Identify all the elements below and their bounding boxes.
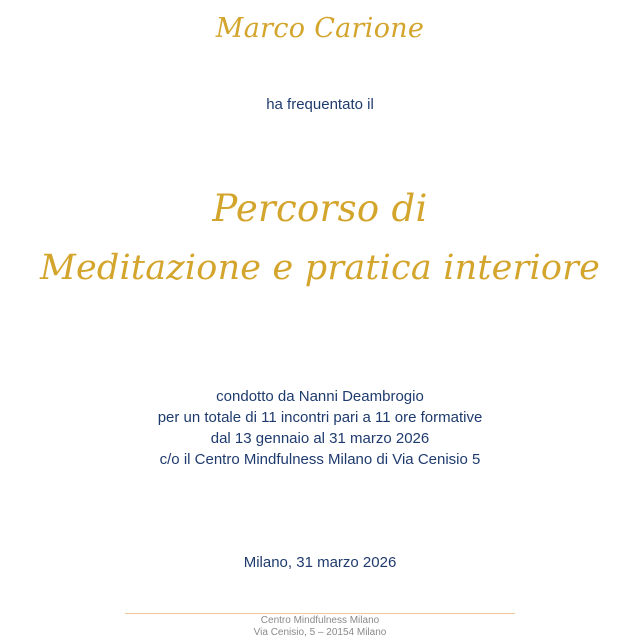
- footer-address: Via Cenisio, 5 – 20154 Milano: [253, 627, 387, 638]
- details-location: c/o il Centro Mindfulness Milano di Via Cenisio 5: [159, 451, 481, 468]
- recipient-name: Marco Carione: [215, 13, 425, 44]
- course-details: [0, 386, 640, 470]
- footer-divider: [125, 613, 515, 614]
- place-and-date: Milano, 31 marzo 2026: [243, 554, 397, 571]
- details-instructor: condotto da Nanni Deambrogio: [216, 388, 424, 405]
- course-title-line-2: Meditazione e pratica interiore: [39, 248, 600, 288]
- footer-organization: Centro Mindfulness Milano: [260, 615, 380, 626]
- footer: [0, 615, 640, 639]
- attended-text: ha frequentato il: [266, 96, 374, 113]
- course-title-line-1: Percorso di: [212, 187, 428, 230]
- details-dates: dal 13 gennaio al 31 marzo 2026: [210, 430, 430, 447]
- details-hours: per un totale di 11 incontri pari a 11 ore formative: [157, 409, 483, 426]
